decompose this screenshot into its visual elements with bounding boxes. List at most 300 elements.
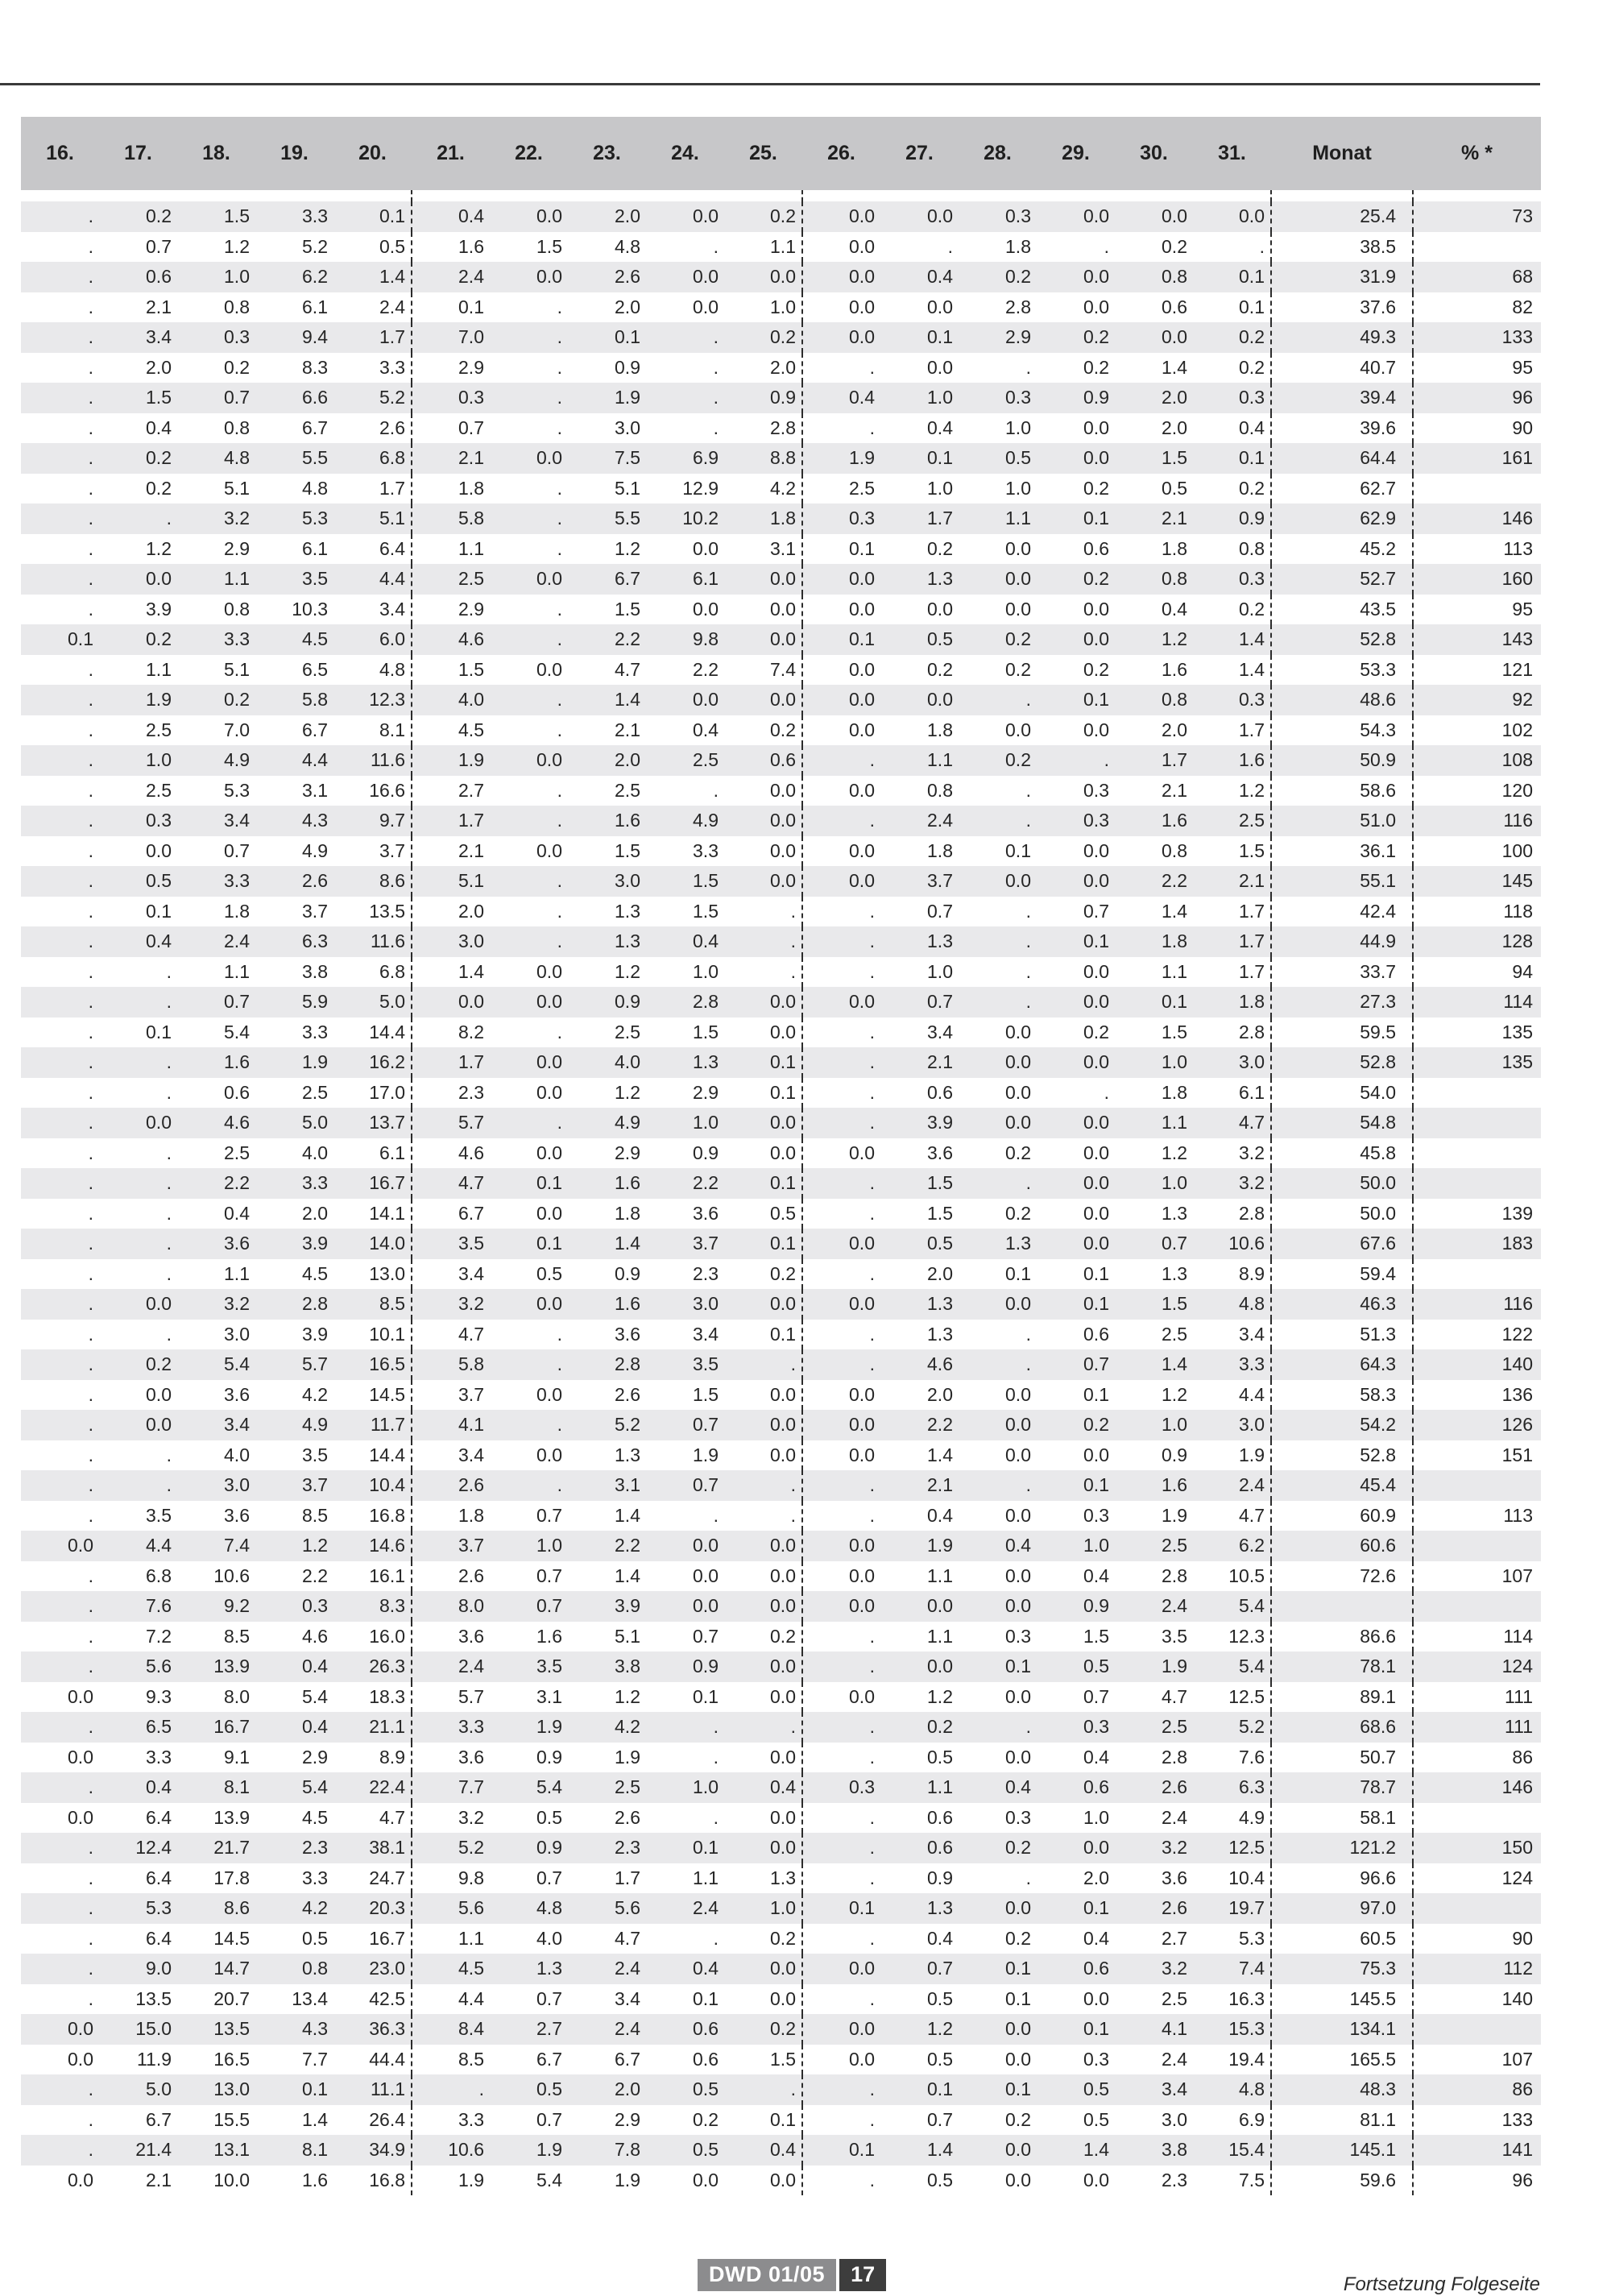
table-cell: 0.0 — [802, 1591, 880, 1622]
table-cell: 12.9 — [646, 474, 724, 504]
table-cell: 52.8 — [1271, 624, 1413, 655]
table-cell: 0.0 — [724, 564, 802, 595]
table-cell: . — [21, 232, 99, 263]
table-cell: 0.3 — [1037, 2045, 1115, 2075]
table-cell: 4.1 — [412, 1410, 490, 1440]
table-cell: . — [802, 353, 880, 383]
table-row — [21, 1501, 1541, 1531]
table-cell: 0.0 — [802, 1561, 880, 1592]
table-cell: 2.5 — [1115, 1531, 1193, 1561]
table-cell: 3.0 — [177, 1470, 255, 1501]
table-cell: . — [880, 232, 959, 263]
table-cell: 5.4 — [490, 1772, 568, 1803]
table-cell: 0.8 — [177, 292, 255, 323]
table-cell: . — [802, 1168, 880, 1199]
table-cell: 0.0 — [1115, 201, 1193, 232]
table-cell: 8.6 — [177, 1893, 255, 1924]
table-cell: 21.7 — [177, 1833, 255, 1863]
table-cell: . — [21, 2074, 99, 2105]
table-cell: 86.6 — [1271, 1622, 1413, 1652]
table-cell: 0.0 — [724, 1108, 802, 1138]
table-cell: 48.3 — [1271, 2074, 1413, 2105]
table-cell: 51.0 — [1271, 806, 1413, 836]
table-cell: 4.2 — [568, 1712, 646, 1743]
table-cell: 3.5 — [490, 1652, 568, 1682]
table-row — [21, 1259, 1541, 1290]
table-cell: 0.0 — [1037, 1108, 1115, 1138]
table-row — [21, 1168, 1541, 1199]
table-cell: 3.4 — [412, 1259, 490, 1290]
table-row — [21, 1349, 1541, 1380]
table-cell: 0.1 — [568, 322, 646, 353]
table-cell: 2.5 — [99, 715, 177, 746]
table-cell: 1.5 — [1115, 443, 1193, 474]
table-cell: 118 — [1413, 897, 1541, 927]
table-cell: . — [802, 1259, 880, 1290]
table-cell: 54.2 — [1271, 1410, 1413, 1440]
table-cell: 0.4 — [412, 201, 490, 232]
table-cell: 2.1 — [99, 2165, 177, 2196]
table-cell: . — [724, 1470, 802, 1501]
table-cell: 78.1 — [1271, 1652, 1413, 1682]
table-cell: . — [959, 897, 1037, 927]
table-cell: 0.0 — [646, 1561, 724, 1592]
column-header: 21. — [412, 117, 490, 190]
table-cell: 146 — [1413, 1772, 1541, 1803]
table-cell: 0.5 — [724, 1199, 802, 1229]
table-cell: 0.0 — [724, 2165, 802, 2196]
table-cell: 3.7 — [333, 836, 412, 867]
table-cell: 0.9 — [646, 1652, 724, 1682]
table-cell: 107 — [1413, 2045, 1541, 2075]
table-cell: 7.8 — [568, 2135, 646, 2165]
table-row — [21, 201, 1541, 232]
table-cell: 1.2 — [880, 1682, 959, 1713]
table-cell: . — [99, 957, 177, 988]
table-cell: 0.1 — [959, 1954, 1037, 1984]
table-cell: 7.0 — [177, 715, 255, 746]
table-cell: 13.5 — [333, 897, 412, 927]
table-cell: 1.5 — [99, 383, 177, 413]
table-cell: 1.6 — [568, 806, 646, 836]
table-cell: 3.6 — [177, 1229, 255, 1259]
table-cell: 0.0 — [1037, 1984, 1115, 2015]
table-cell: 1.0 — [724, 1893, 802, 1924]
table-cell: 116 — [1413, 1289, 1541, 1320]
table-cell: 0.9 — [1037, 383, 1115, 413]
table-cell: 146 — [1413, 504, 1541, 534]
table-cell: . — [490, 383, 568, 413]
table-row — [21, 1984, 1541, 2015]
table-cell: 6.4 — [99, 1803, 177, 1834]
table-cell: 3.4 — [1193, 1320, 1271, 1350]
table-cell: 0.2 — [1037, 655, 1115, 686]
table-cell: 48.6 — [1271, 685, 1413, 715]
table-cell: 1.6 — [1115, 1470, 1193, 1501]
table-cell: 0.0 — [959, 1591, 1037, 1622]
table-cell: 1.0 — [1037, 1531, 1115, 1561]
table-cell: 122 — [1413, 1320, 1541, 1350]
table-cell: 1.0 — [959, 474, 1037, 504]
table-cell — [1413, 1078, 1541, 1109]
table-cell: 0.1 — [1037, 685, 1115, 715]
table-cell: 1.6 — [412, 232, 490, 263]
table-cell: 2.6 — [333, 413, 412, 444]
table-row — [21, 1138, 1541, 1169]
table-cell: 0.0 — [1037, 1168, 1115, 1199]
table-cell: 2.4 — [333, 292, 412, 323]
table-cell: 6.3 — [1193, 1772, 1271, 1803]
table-cell: 0.4 — [880, 413, 959, 444]
table-cell: 0.0 — [490, 1440, 568, 1471]
table-cell: 11.9 — [99, 2045, 177, 2075]
table-cell: 0.6 — [1037, 1772, 1115, 1803]
table-cell: 2.0 — [568, 2074, 646, 2105]
table-row — [21, 715, 1541, 746]
table-cell: 0.0 — [959, 1410, 1037, 1440]
table-cell: 0.9 — [1193, 504, 1271, 534]
table-cell: 0.0 — [1037, 1199, 1115, 1229]
table-cell: 0.7 — [490, 1561, 568, 1592]
table-cell: 90 — [1413, 413, 1541, 444]
table-cell: 2.6 — [568, 1803, 646, 1834]
table-cell: 116 — [1413, 806, 1541, 836]
table-cell: 0.2 — [959, 624, 1037, 655]
table-cell: 52.8 — [1271, 1440, 1413, 1471]
column-header: 17. — [99, 117, 177, 190]
table-cell: 1.4 — [255, 2105, 333, 2136]
table-cell: 0.0 — [21, 1682, 99, 1713]
table-cell: 3.4 — [1115, 2074, 1193, 2105]
table-cell: . — [646, 1501, 724, 1531]
table-cell: 2.2 — [255, 1561, 333, 1592]
table-cell: 1.0 — [880, 383, 959, 413]
table-cell: 5.8 — [255, 685, 333, 715]
table-cell: 3.9 — [880, 1108, 959, 1138]
table-cell: 0.7 — [1115, 1229, 1193, 1259]
table-row — [21, 1863, 1541, 1894]
table-cell: 8.9 — [1193, 1259, 1271, 1290]
table-cell: 2.8 — [724, 413, 802, 444]
table-cell: 42.4 — [1271, 897, 1413, 927]
table-cell: 0.1 — [1037, 926, 1115, 957]
table-cell: 1.5 — [1193, 836, 1271, 867]
table-cell: 0.0 — [724, 1289, 802, 1320]
table-cell: 2.2 — [646, 655, 724, 686]
table-cell: 3.5 — [412, 1229, 490, 1259]
column-header: 20. — [333, 117, 412, 190]
table-cell: 1.2 — [568, 957, 646, 988]
table-cell: 0.5 — [959, 443, 1037, 474]
table-cell: 0.0 — [490, 1047, 568, 1078]
table-cell: . — [21, 1168, 99, 1199]
table-cell: 13.5 — [177, 2014, 255, 2045]
table-cell: 95 — [1413, 595, 1541, 625]
table-cell: 0.0 — [646, 2165, 724, 2196]
table-cell: 6.1 — [646, 564, 724, 595]
table-cell: 4.4 — [1193, 1380, 1271, 1411]
table-cell: 2.6 — [412, 1561, 490, 1592]
table-cell: . — [21, 201, 99, 232]
table-cell — [1413, 1803, 1541, 1834]
table-cell: 19.7 — [1193, 1893, 1271, 1924]
table-cell: 1.9 — [568, 1743, 646, 1773]
table-row — [21, 1591, 1541, 1622]
table-cell: 0.0 — [724, 1440, 802, 1471]
table-cell: 0.1 — [646, 1682, 724, 1713]
table-cell: 0.0 — [490, 957, 568, 988]
table-cell: 1.9 — [568, 2165, 646, 2196]
table-cell: 6.7 — [490, 2045, 568, 2075]
column-header: 24. — [646, 117, 724, 190]
table-row — [21, 1954, 1541, 1984]
table-cell: 1.8 — [412, 1501, 490, 1531]
table-cell: 0.2 — [724, 2014, 802, 2045]
table-cell — [1413, 2014, 1541, 2045]
table-cell: . — [99, 1259, 177, 1290]
table-cell: 24.7 — [333, 1863, 412, 1894]
table-cell: 2.1 — [1115, 504, 1193, 534]
table-cell: 2.8 — [1115, 1743, 1193, 1773]
table-cell: 0.5 — [646, 2074, 724, 2105]
table-cell: 1.5 — [568, 595, 646, 625]
table-cell: 2.2 — [177, 1168, 255, 1199]
table-cell: 0.2 — [177, 685, 255, 715]
table-cell: . — [490, 474, 568, 504]
table-cell: 0.9 — [880, 1863, 959, 1894]
table-cell: 2.5 — [646, 745, 724, 776]
table-cell: 0.5 — [490, 1803, 568, 1834]
table-cell: 0.0 — [880, 353, 959, 383]
table-cell: . — [646, 1712, 724, 1743]
table-cell: 1.7 — [333, 322, 412, 353]
table-row — [21, 1652, 1541, 1682]
table-cell: 6.7 — [568, 2045, 646, 2075]
table-cell: . — [21, 1833, 99, 1863]
table-cell: 7.5 — [568, 443, 646, 474]
table-cell: 3.3 — [333, 353, 412, 383]
table-cell: 2.5 — [1115, 1712, 1193, 1743]
table-cell: 0.3 — [1193, 564, 1271, 595]
table-cell: 0.0 — [959, 1743, 1037, 1773]
table-cell: 3.0 — [1115, 2105, 1193, 2136]
table-cell: 1.3 — [880, 1893, 959, 1924]
table-row — [21, 1833, 1541, 1863]
table-cell: 0.1 — [1037, 1470, 1115, 1501]
table-cell: 5.4 — [1193, 1652, 1271, 1682]
table-cell: . — [646, 1743, 724, 1773]
table-cell: 2.8 — [1193, 1199, 1271, 1229]
table-cell: . — [490, 1320, 568, 1350]
table-cell: 0.6 — [646, 2045, 724, 2075]
table-cell: 60.5 — [1271, 1924, 1413, 1954]
table-cell: 0.5 — [880, 1743, 959, 1773]
table-cell: 3.7 — [412, 1380, 490, 1411]
table-row — [21, 1772, 1541, 1803]
table-cell: 0.2 — [1037, 564, 1115, 595]
table-cell: 7.6 — [99, 1591, 177, 1622]
table-cell: 0.9 — [1115, 1440, 1193, 1471]
table-cell: 1.8 — [880, 836, 959, 867]
table-cell: 62.7 — [1271, 474, 1413, 504]
table-row — [21, 504, 1541, 534]
table-cell: 0.2 — [177, 353, 255, 383]
table-cell: 0.1 — [1037, 1259, 1115, 1290]
table-cell: 0.2 — [646, 2105, 724, 2136]
table-cell: 135 — [1413, 1047, 1541, 1078]
table-cell: 8.1 — [255, 2135, 333, 2165]
table-cell: 39.6 — [1271, 413, 1413, 444]
table-cell: 15.3 — [1193, 2014, 1271, 2045]
table-cell: 2.6 — [1115, 1772, 1193, 1803]
table-cell: . — [959, 957, 1037, 988]
table-cell: . — [21, 2105, 99, 2136]
table-cell: . — [959, 1349, 1037, 1380]
table-cell: . — [21, 1199, 99, 1229]
table-cell: . — [21, 292, 99, 323]
table-cell: 2.8 — [646, 987, 724, 1017]
table-cell: 1.0 — [646, 1772, 724, 1803]
table-cell: 44.4 — [333, 2045, 412, 2075]
table-cell: 2.2 — [1115, 866, 1193, 897]
table-cell: 0.0 — [1115, 322, 1193, 353]
table-cell: 2.0 — [99, 353, 177, 383]
table-cell: 16.7 — [333, 1924, 412, 1954]
table-cell: 3.4 — [333, 595, 412, 625]
table-cell: 1.3 — [880, 926, 959, 957]
table-cell: 0.5 — [255, 1924, 333, 1954]
table-cell: 0.0 — [724, 776, 802, 806]
table-cell: 0.0 — [1037, 957, 1115, 988]
table-cell: 161 — [1413, 443, 1541, 474]
table-cell: 3.4 — [646, 1320, 724, 1350]
table-cell: 9.8 — [646, 624, 724, 655]
table-row — [21, 1803, 1541, 1834]
table-cell: 0.8 — [177, 595, 255, 625]
table-cell: 0.0 — [802, 836, 880, 867]
table-cell: 0.0 — [802, 655, 880, 686]
table-cell: 107 — [1413, 1561, 1541, 1592]
table-cell: 4.6 — [412, 624, 490, 655]
table-cell: 0.0 — [959, 866, 1037, 897]
table-cell: 2.9 — [568, 1138, 646, 1169]
table-cell: 51.3 — [1271, 1320, 1413, 1350]
table-cell: 0.0 — [959, 1893, 1037, 1924]
table-cell: . — [21, 322, 99, 353]
table-cell: 0.0 — [802, 1954, 880, 1984]
table-cell: 8.8 — [724, 443, 802, 474]
table-cell: 0.0 — [99, 836, 177, 867]
table-cell: 2.5 — [412, 564, 490, 595]
table-cell: 8.5 — [412, 2045, 490, 2075]
table-cell: 3.3 — [255, 1863, 333, 1894]
table-cell: 16.1 — [333, 1561, 412, 1592]
table-cell: 5.2 — [255, 232, 333, 263]
table-cell: . — [646, 413, 724, 444]
table-cell: 0.1 — [99, 897, 177, 927]
table-cell: 2.8 — [568, 1349, 646, 1380]
table-cell: . — [646, 1803, 724, 1834]
table-cell: 1.1 — [99, 655, 177, 686]
table-cell: 0.0 — [99, 1289, 177, 1320]
table-cell: 4.0 — [255, 1138, 333, 1169]
table-cell: 8.5 — [333, 1289, 412, 1320]
table-cell: 0.3 — [959, 383, 1037, 413]
table-cell: 112 — [1413, 1954, 1541, 1984]
table-cell: 0.1 — [724, 2105, 802, 2136]
column-header: 22. — [490, 117, 568, 190]
table-cell: 2.2 — [568, 1531, 646, 1561]
table-cell: 140 — [1413, 1984, 1541, 2015]
table-cell: 0.0 — [880, 1652, 959, 1682]
table-cell: 1.8 — [1115, 534, 1193, 565]
table-cell: 36.3 — [333, 2014, 412, 2045]
table-row — [21, 2045, 1541, 2075]
table-cell: 0.5 — [490, 2074, 568, 2105]
table-cell: . — [21, 564, 99, 595]
table-cell: 0.0 — [1037, 715, 1115, 746]
table-cell: 0.1 — [1193, 443, 1271, 474]
table-cell: 0.4 — [646, 926, 724, 957]
table-cell: 136 — [1413, 1380, 1541, 1411]
table-cell: . — [21, 1380, 99, 1411]
table-row — [21, 926, 1541, 957]
table-cell: 0.2 — [1193, 474, 1271, 504]
table-cell: 0.0 — [21, 2014, 99, 2045]
table-cell: 3.2 — [1115, 1954, 1193, 1984]
table-cell: . — [21, 1591, 99, 1622]
table-cell: 0.1 — [1037, 2014, 1115, 2045]
table-cell: 54.8 — [1271, 1108, 1413, 1138]
table-cell: 0.0 — [959, 595, 1037, 625]
table-cell: 0.1 — [99, 1017, 177, 1048]
table-cell: 10.4 — [1193, 1863, 1271, 1894]
table-cell: 45.8 — [1271, 1138, 1413, 1169]
table-cell: 13.1 — [177, 2135, 255, 2165]
table-cell: 14.7 — [177, 1954, 255, 1984]
table-cell: 3.3 — [1193, 1349, 1271, 1380]
publication-label: DWD 01/05 — [698, 2259, 836, 2291]
table-cell: 10.1 — [333, 1320, 412, 1350]
table-row — [21, 1229, 1541, 1259]
table-cell: 0.1 — [1115, 987, 1193, 1017]
table-cell: 2.0 — [255, 1199, 333, 1229]
table-cell: 1.9 — [412, 745, 490, 776]
table-cell: 7.5 — [1193, 2165, 1271, 2196]
table-cell: . — [21, 1772, 99, 1803]
table-cell: 16.8 — [333, 2165, 412, 2196]
table-cell — [1413, 1893, 1541, 1924]
table-cell: 4.8 — [255, 474, 333, 504]
table-cell: 10.6 — [1193, 1229, 1271, 1259]
table-cell: 52.7 — [1271, 564, 1413, 595]
table-cell: 4.4 — [412, 1984, 490, 2015]
table-cell: . — [21, 1561, 99, 1592]
table-cell: 0.5 — [1037, 2074, 1115, 2105]
table-cell: 14.5 — [177, 1924, 255, 1954]
table-cell: 0.2 — [724, 1622, 802, 1652]
table-cell: . — [21, 806, 99, 836]
table-cell: 15.5 — [177, 2105, 255, 2136]
table-row — [21, 776, 1541, 806]
table-cell: 5.7 — [412, 1682, 490, 1713]
table-cell: 4.2 — [255, 1893, 333, 1924]
table-cell: 40.7 — [1271, 353, 1413, 383]
table-cell: 0.0 — [802, 201, 880, 232]
table-cell: 1.0 — [1115, 1047, 1193, 1078]
table-cell: 0.2 — [1037, 353, 1115, 383]
table-cell: 1.5 — [1037, 1622, 1115, 1652]
